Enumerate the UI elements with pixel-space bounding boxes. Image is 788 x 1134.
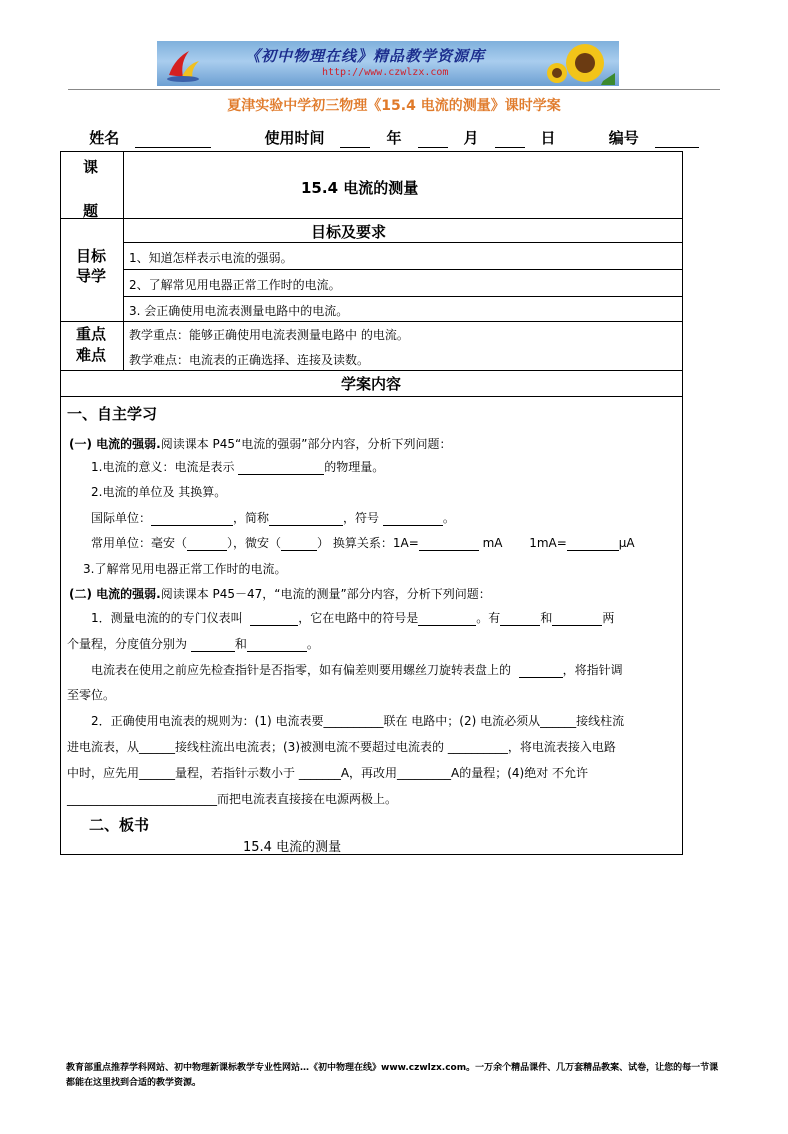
section-board: 二、板书 bbox=[89, 816, 150, 834]
part2-intro: 阅读课本 P45－47，“电流的测量”部分内容，分析下列问题： bbox=[160, 587, 491, 601]
q2-si-line bbox=[91, 509, 455, 526]
lesson-topic: 15.4 电流的测量 bbox=[301, 179, 419, 197]
day-blank[interactable] bbox=[495, 133, 525, 148]
q1-text-a: 1.电流的意义：电流是表示 bbox=[91, 460, 235, 474]
number-blank[interactable] bbox=[655, 133, 699, 148]
division2-blank[interactable] bbox=[247, 639, 307, 652]
student-info-row bbox=[0, 127, 788, 148]
si-symbol-label: ，符号 bbox=[343, 511, 380, 525]
si-abbr-label: ，简称 bbox=[233, 511, 270, 525]
goal-item-3: 3. 会正确使用电流表测量电路中的电流。 bbox=[129, 304, 349, 318]
header-banner bbox=[157, 41, 619, 86]
p2-l3-b: ，将指针调 bbox=[562, 663, 623, 677]
adjuster-blank[interactable] bbox=[519, 665, 563, 678]
a-to-ma-blank[interactable] bbox=[419, 538, 479, 551]
ma-to-ua-blank[interactable] bbox=[567, 538, 619, 551]
key-point: 教学重点：能够正确使用电流表测量电路中 的电流。 bbox=[129, 328, 409, 342]
goal-item-2: 2、了解常见用电器正常工作时的电流。 bbox=[129, 278, 341, 292]
p2-l1-e: 两 bbox=[602, 611, 615, 625]
lesson-label-bottom: 题 bbox=[83, 202, 99, 220]
part2-line bbox=[69, 585, 491, 602]
ua-blank[interactable] bbox=[281, 538, 317, 551]
site-logo-icon bbox=[163, 45, 203, 83]
p2-l1-b: ，它在电路中的符号是 bbox=[298, 611, 419, 625]
content-header: 学案内容 bbox=[341, 375, 402, 393]
si-abbr-blank[interactable] bbox=[269, 513, 343, 526]
name-label: 姓名 bbox=[89, 129, 120, 147]
q2-line: 2.电流的单位及 其换算。 bbox=[91, 485, 227, 499]
range1-blank[interactable] bbox=[500, 613, 540, 626]
ma-label: 常用单位：毫安（ bbox=[91, 536, 188, 550]
document-title: 夏津实验中学初三物理《15.4 电流的测量》课时学案 bbox=[227, 98, 561, 114]
si-unit-blank[interactable] bbox=[151, 513, 233, 526]
ma-to-ua-label: 1mA= bbox=[529, 536, 567, 550]
sunflower-icon bbox=[545, 43, 615, 85]
focus-label-bottom: 难点 bbox=[76, 346, 107, 364]
footer-note: 教育部重点推荐学科网站、初中物理新课标教学专业性网站…《初中物理在线》www.czwlzx.com。一万余个精品课件、几万套精品教案、试卷，让您的每一节课都能在这里找到合适的教学资源。 bbox=[66, 1063, 719, 1088]
goals-label-bottom: 导学 bbox=[76, 267, 107, 285]
header-divider bbox=[68, 89, 720, 90]
lesson-label-top: 课 bbox=[83, 158, 99, 176]
difficulty-point: 教学难点：电流表的正确选择、连接及读数。 bbox=[129, 353, 370, 367]
goal-item-1: 1、知道怎样表示电流的强弱。 bbox=[129, 251, 293, 265]
p2-l2-a: 个量程，分度值分别为 bbox=[67, 637, 188, 651]
section-self-study: 一、自主学习 bbox=[67, 405, 158, 423]
ma-blank[interactable] bbox=[187, 538, 227, 551]
worksheet-table bbox=[60, 151, 683, 855]
conversion-label: ） 换算关系：1A= bbox=[317, 536, 419, 550]
q2-common-line bbox=[91, 534, 635, 551]
banner-url: http://www.czwlzx.com bbox=[322, 67, 449, 78]
p2-l1-c: 。有 bbox=[476, 611, 501, 625]
focus-label-top: 重点 bbox=[76, 325, 107, 343]
name-blank[interactable] bbox=[135, 133, 211, 148]
ua-label: ），微安（ bbox=[227, 536, 282, 550]
instrument-blank[interactable] bbox=[250, 613, 298, 626]
p2-line-6: 进电流表，从______接线柱流出电流表；(3)被测电流不要超过电流表的 __________，将电流表接入电路 bbox=[67, 740, 616, 754]
si-symbol-blank[interactable] bbox=[383, 513, 443, 526]
month-label: 月 bbox=[463, 129, 479, 147]
part2-title: (二) 电流的强弱. bbox=[69, 587, 161, 601]
goals-header: 目标及要求 bbox=[311, 223, 387, 241]
p2-line-2 bbox=[67, 635, 319, 652]
symbol-blank[interactable] bbox=[418, 613, 476, 626]
ma-unit: mA bbox=[482, 536, 503, 550]
q1-blank[interactable] bbox=[238, 462, 324, 475]
p2-line-3 bbox=[91, 661, 623, 678]
year-label: 年 bbox=[386, 129, 402, 147]
time-label: 使用时间 bbox=[264, 129, 325, 147]
goals-label-top: 目标 bbox=[76, 247, 107, 265]
p2-line-1 bbox=[91, 609, 614, 626]
ua-unit: μA bbox=[618, 536, 635, 550]
p2-l1-a: 1．测量电流的的专门仪表叫 bbox=[91, 611, 243, 625]
p2-l1-d: 和 bbox=[540, 611, 553, 625]
p2-line-7: 中时，应先用______量程，若指针示数小于 _______A，再改用_________A的量程；(4)绝对 不允许 bbox=[67, 766, 589, 780]
year-blank[interactable] bbox=[340, 133, 370, 148]
q1-text-b: 的物理量。 bbox=[324, 460, 385, 474]
part1-title: (一) 电流的强弱. bbox=[69, 437, 161, 451]
q3-line: 3.了解常见用电器正常工作时的电流。 bbox=[83, 562, 287, 576]
number-label: 编号 bbox=[608, 129, 639, 147]
si-label: 国际单位： bbox=[91, 511, 152, 525]
p2-line-5: 2．正确使用电流表的规则为：(1) 电流表要__________联在 电路中；(2) 电流必须从______接线柱流 bbox=[91, 714, 625, 728]
part1-intro: 阅读课本 P45“电流的强弱”部分内容，分析下列问题： bbox=[160, 437, 452, 451]
day-label: 日 bbox=[540, 129, 556, 147]
p2-line-4: 至零位。 bbox=[67, 688, 116, 702]
p2-l3-a: 电流表在使用之前应先检查指针是否指零，如有偏差则要用螺丝刀旋转表盘上的 bbox=[91, 663, 512, 677]
month-blank[interactable] bbox=[418, 133, 448, 148]
board-content: 15.4 电流的测量 bbox=[243, 840, 342, 855]
part1-line bbox=[69, 435, 451, 452]
p2-line-8: _________________________而把电流表直接接在电源两极上。 bbox=[67, 792, 398, 806]
p2-l2-c: 。 bbox=[306, 637, 319, 651]
range2-blank[interactable] bbox=[552, 613, 602, 626]
banner-title: 《初中物理在线》精品教学资源库 bbox=[245, 47, 486, 65]
p2-l2-b: 和 bbox=[234, 637, 247, 651]
si-end: 。 bbox=[442, 511, 455, 525]
division1-blank[interactable] bbox=[191, 639, 235, 652]
q1-line bbox=[91, 458, 384, 475]
